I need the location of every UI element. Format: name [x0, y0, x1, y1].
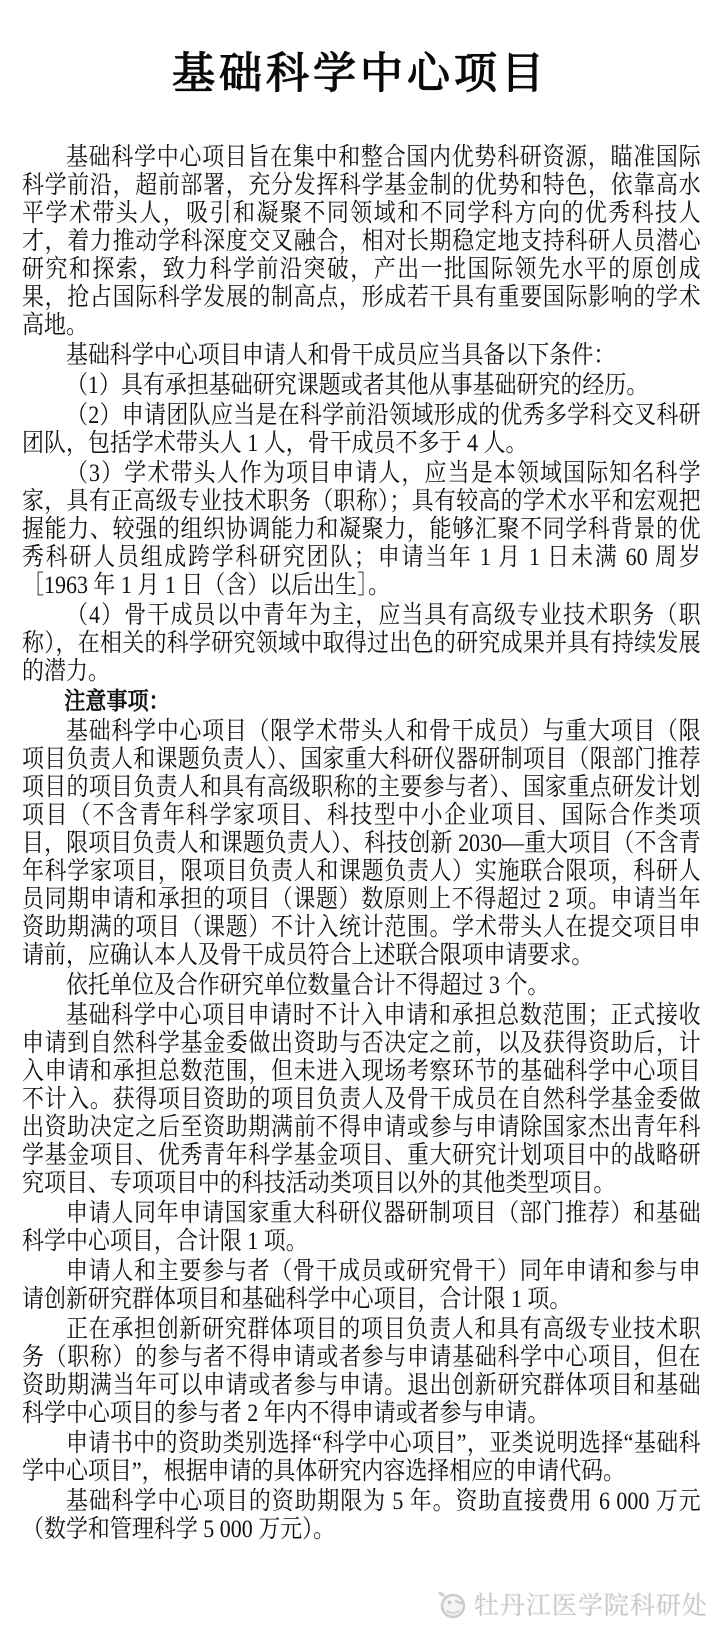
notice-heading: 注意事项：: [64, 688, 170, 715]
joint-limit-paragraph: 基础科学中心项目（限学术带头人和骨干成员）与重大项目（限项目负责人和课题负责人）、国家重大科研仪器研制项目（限部门推荐项目的项目负责人和具有高级职称的主要参与者）、国家重点研发计划项目（不含青年科学家项目、科技型中小企业项目、国际合作类项目，限项目负责人和课题负责人）、科技创新 2030—重大项目（不含青年科学家项目，限项目负责人和课题负责人）实施联合限项，科研人员同期申请和承担的项目（课题）数原则上不得超过 2 项。申请当年资助期满的项目（课题）不计入统计范围。学术带头人在提交项目申请前，应确认本人及骨干成员符合上述联合限项申请要求。: [22, 718, 701, 969]
innovation-group-limit: 申请人和主要参与者（骨干成员或研究骨干）同年申请和参与申请创新研究群体项目和基础科学中心项目，合计限 1 项。: [22, 1258, 701, 1313]
innovation-group-restriction: 正在承担创新研究群体项目的项目负责人和具有高级专业技术职务（职称）的参与者不得申请或者参与申请基础科学中心项目，但在资助期满当年可以申请或者参与申请。退出创新研究群体项目和基础科学中心项目的参与者 2 年内不得申请或者参与申请。: [22, 1316, 701, 1427]
conditions-lead: 基础科学中心项目申请人和骨干成员应当具备以下条件：: [65, 342, 616, 369]
host-units-limit: 依托单位及合作研究单位数量合计不得超过 3 个。: [65, 972, 550, 999]
condition-4: （4）骨干成员以中青年为主，应当具有高级专业技术职务（职称），在相关的科学研究领域中取得过出色的研究成果并具有持续发展的潜力。: [22, 602, 701, 685]
instrument-project-limit: 申请人同年申请国家重大科研仪器研制项目（部门推荐）和基础科学中心项目，合计限 1 项。: [22, 1200, 701, 1255]
document-body: [22, 144, 701, 1544]
bird-logo-icon: [436, 1588, 468, 1620]
condition-2: （2）申请团队应当是在科学前沿领域形成的优秀多学科交叉科研团队，包括学术带头人 1 人，骨干成员不多于 4 人。: [22, 402, 701, 457]
application-category-instruction: 申请书中的资助类别选择“科学中心项目”，亚类说明选择“基础科学中心项目”，根据申请的具体研究内容选择相应的申请代码。: [22, 1430, 701, 1485]
watermark-text: 牡丹江医学院科研处: [473, 1592, 708, 1620]
condition-3: （3）学术带头人作为项目申请人，应当是本领域国际知名科学家，具有正高级专业技术职务（职称）；具有较高的学术水平和宏观把握能力、较强的组织协调能力和凝聚力，能够汇聚不同学科背景的优秀科研人员组成跨学科研究团队；申请当年 1 月 1 日未满 60 周岁［1963 年 1 月 1 日（含）以后出生］。: [22, 460, 701, 599]
watermark: [436, 1586, 708, 1622]
counting-rules-paragraph: 基础科学中心项目申请时不计入申请和承担总数范围；正式接收申请到自然科学基金委做出资助与否决定之前，以及获得资助后，计入申请和承担总数范围，但未进入现场考察环节的基础科学中心项目不计入。获得项目资助的项目负责人及骨干成员在自然科学基金委做出资助决定之后至资助期满前不得申请或参与申请除国家杰出青年科学基金项目、优秀青年科学基金项目、重大研究计划项目中的战略研究项目、专项项目中的科技活动类项目以外的其他类型项目。: [22, 1002, 701, 1197]
condition-1: （1）具有承担基础研究课题或者其他从事基础研究的经历。: [65, 372, 649, 399]
intro-paragraph: 基础科学中心项目旨在集中和整合国内优势科研资源，瞄准国际科学前沿，超前部署，充分发挥科学基金制的优势和特色，依靠高水平学术带头人，吸引和凝聚不同领域和不同学科方向的优秀科技人才，着力推动学科深度交叉融合，相对长期稳定地支持科研人员潜心研究和探索，致力科学前沿突破，产出一批国际领先水平的原创成果，抢占国际科学发展的制高点，形成若干具有重要国际影响的学术高地。: [22, 144, 701, 339]
funding-info: 基础科学中心项目的资助期限为 5 年。资助直接费用 6 000 万元（数学和管理科学 5 000 万元）。: [22, 1488, 701, 1543]
page-title: 基础科学中心项目: [172, 49, 548, 99]
